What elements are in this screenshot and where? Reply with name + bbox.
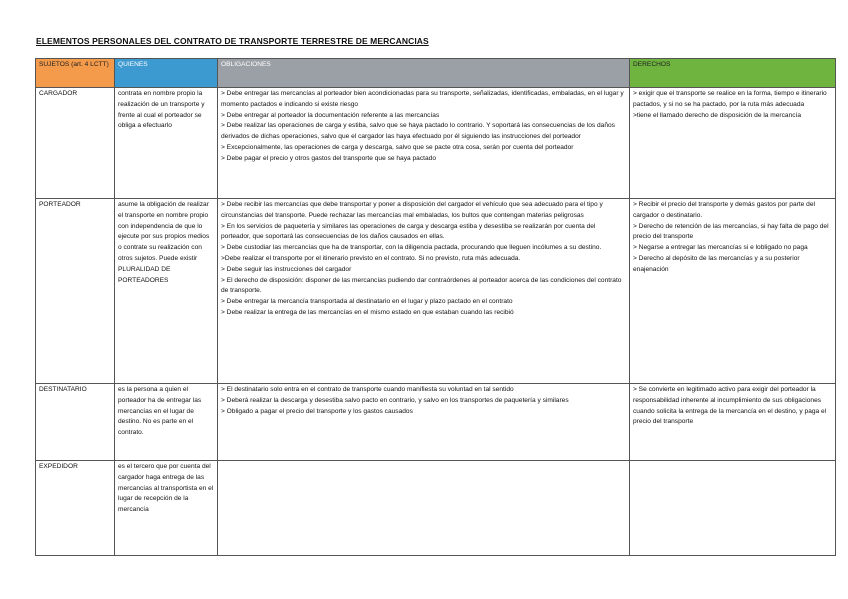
contract-elements-table <box>35 58 836 556</box>
sujeto-cell: EXPEDIDOR <box>36 461 115 556</box>
obligacion-item: > Debe entregar al porteador la documentación referente a las mercancías <box>221 111 440 119</box>
sujeto-cell: DESTINATARIO <box>36 384 115 461</box>
derecho-item: > Recibir el precio del transporte y demás gastos por parte del cargador o destinatario. <box>633 201 815 219</box>
table-header-row <box>36 59 836 88</box>
obligacion-item: > Debe entregar la mercancía transportada al destinatario en el lugar y plazo pactado en el contrato <box>221 298 513 306</box>
obligacion-item: >Debe realizar el transporte por el itinerario previsto en el contrato. Si no previsto, ruta más adecuada. <box>221 254 521 262</box>
obligacion-item: > Debe seguir las instrucciones del cargador <box>221 265 352 273</box>
derecho-item: > Derecho al depósito de las mercancías y a su posterior enajenación <box>633 254 800 273</box>
obligacion-item: > Excepcionalmente, las operaciones de carga y descarga, salvo que se pacte otra cosa, serán por cuenta del porteador <box>221 143 574 151</box>
obligacion-item: > En los servicios de paquetería y similares las operaciones de carga y descarga estiba y desestiba se realizarán por cuenta del porteador, que soportará las consecuencias de los daños causados en ellas. <box>221 222 596 241</box>
derecho-item: > Se convierte en legitimado activo para exigir del porteador la responsabilidad inherente al incumplimiento de sus obligaciones cuando solicita la entrega de la mercancía en el destino, y paga el precio del transporte <box>633 386 827 426</box>
obligacion-item: > Debe recibir las mercancías que debe transportar y poner a disposición del cargador el vehículo que sea adecuado para el tipo y circunstancias del transporte. Puede rechazar las mercancías mal embaladas, los bultos que contengan materias peligrosas <box>221 201 603 219</box>
header-quienes: QUIENES <box>115 59 218 88</box>
obligacion-item: > Obligado a pagar el precio del transporte y los gastos causados <box>221 407 413 415</box>
obligacion-item: > Debe pagar el precio y otros gastos del transporte que se haya pactado <box>221 154 436 162</box>
sujeto-cell: CARGADOR <box>36 88 115 199</box>
obligaciones-cell <box>218 461 630 556</box>
derecho-item: > Derecho de retención de las mercancías, si hay falta de pago del precio del transporte <box>633 222 829 241</box>
header-derechos: DERECHOS <box>630 59 836 88</box>
obligaciones-cell <box>218 88 630 199</box>
header-obligaciones: OBLIGACIONES <box>218 59 630 88</box>
table-row <box>36 384 836 461</box>
document-title: ELEMENTOS PERSONALES DEL CONTRATO DE TRANSPORTE TERRESTRE DE MERCANCIAS <box>36 36 429 46</box>
quien-cell: es el tercero que por cuenta del cargador haga entrega de las mercancías al transportista en el lugar de recepción de la mercancía <box>115 461 218 556</box>
derecho-item: > exigir que el transporte se realice en la forma, tiempo e itinerario pactados, y si no se ha pactado, por la ruta más adecuada <box>633 90 827 108</box>
derecho-item: >tiene el llamado derecho de disposición de la mercancía <box>633 111 802 119</box>
obligaciones-cell <box>218 384 630 461</box>
quien-cell: contrata en nombre propio la realización de un transporte y frente al cual el porteador se obliga a efectuarlo <box>115 88 218 199</box>
derecho-item: > Negarse a entregar las mercancías si e lobligado no paga <box>633 244 808 252</box>
table-row <box>36 88 836 199</box>
quien-cell: asume la obligación de realizar el transporte en nombre propio con independencia de que lo ejecute por sus propios medios o contrate su realización con otros sujetos. Puede existir PLURALIDAD DE PORTEADORES <box>115 199 218 384</box>
obligacion-item: > El derecho de disposición: disponer de las mercancías pudiendo dar contraórdenes al porteador acerca de las condiciones del contrato de transporte. <box>221 276 622 295</box>
obligacion-item: > Debe custodiar las mercancías que ha de transportar, con la diligencia pactada, procurando que lleguen incólumes a su destino. <box>221 244 602 252</box>
sujeto-cell: PORTEADOR <box>36 199 115 384</box>
derechos-cell <box>630 88 836 199</box>
obligaciones-cell <box>218 199 630 384</box>
table-row <box>36 461 836 556</box>
obligacion-item: > Debe realizar la entrega de las mercancías en el mismo estado en que estaban cuando las recibió <box>221 308 514 316</box>
obligacion-item: > Debe entregar las mercancías al porteador bien acondicionadas para su transporte, señalizadas, identificadas, embaladas, en el lugar y momento pactados e indicando si existe riesgo <box>221 90 624 108</box>
derechos-cell <box>630 461 836 556</box>
obligacion-item: > Deberá realizar la descarga y desestiba salvo pacto en contrario, y salvo en los transportes de paquetería y similares <box>221 396 569 404</box>
obligacion-item: > El destinatario solo entra en el contrato de transporte cuando manifiesta su voluntad en tal sentido <box>221 386 514 393</box>
header-sujetos: SUJETOS (art. 4 LCTT) <box>36 59 115 88</box>
derechos-cell <box>630 384 836 461</box>
derechos-cell <box>630 199 836 384</box>
quien-cell: es la persona a quien el porteador ha de entregar las mercancías en el lugar de destino. No es parte en el contrato. <box>115 384 218 461</box>
obligacion-item: > Debe realizar las operaciones de carga y estiba, salvo que se haya pactado lo contrario. Y soportará las consecuencias de los daños derivados de dichas operaciones, salvo que el cargador las haya efectuado por él siguiendo las instrucciones del porteador <box>221 122 615 141</box>
table-row <box>36 199 836 384</box>
